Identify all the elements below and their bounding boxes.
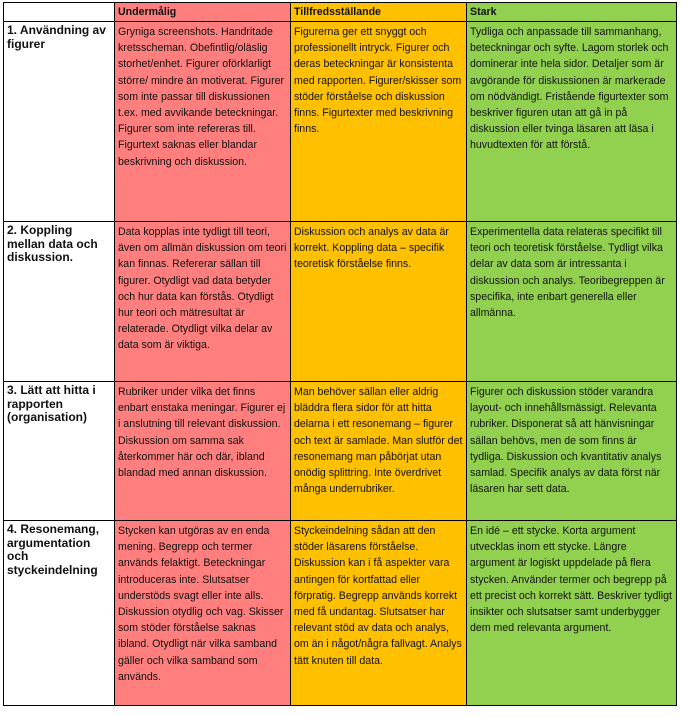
stark-cell: Tydliga och anpassade till sammanhang, beteckningar och syfte. Lagom storlek och dominerar inte hela sidor. Detaljer som är avgörande för diskussionen är markerade om nödvändigt. Fristående figurtexter som beskriver figuren utan att gå in på diskussion eller tvinga läsaren att läsa i huvudtexten för att förstå. bbox=[467, 22, 677, 222]
undermalig-cell: Data kopplas inte tydligt till teori, även om allmän diskussion om teori kan finnas. Refererar sällan till figurer. Otydligt vad data betyder och hur data kan förstås. Otydligt hur teori och mätresultat är relaterade. Otydligt vilka delar av data som är viktiga. bbox=[115, 222, 291, 382]
tillfredsstallande-cell: Man behöver sällan eller aldrig bläddra flera sidor för att hitta delarna i ett resonemang – figurer och text är samlade. Man slutför det resonemang man påbörjat utan onödig splittring. Inte överdrivet många underrubriker. bbox=[291, 382, 467, 521]
tillfredsstallande-cell: Styckeindelning sådan att den stöder läsarens förståelse. Diskussion kan i få aspekter vara antingen för kortfattad eller förpratig. Begrepp används korrekt med få undantag. Slutsatser har relevant stöd av data och analys, om än i något/några fallvagt. Analys tätt knuten till data. bbox=[291, 521, 467, 706]
undermalig-cell: Stycken kan utgöras av en enda mening. Begrepp och termer används felaktigt. Beteckningar introduceras inte. Slutsatser understöds svagt eller inte alls. Diskussion otydlig och vag. Skisser som stöder förståelse saknas ibland. Otydligt när vilka samband gäller och vilka samband som används. bbox=[115, 521, 291, 706]
stark-cell: Figurer och diskussion stöder varandra layout- och innehållsmässigt. Relevanta rubriker. Disponerat så att hänvisningar sällan behövs, men de som finns är tydliga. Diskussion och kvantitativ analys samlad. Specifik analys av data först när läsaren har sett data. bbox=[467, 382, 677, 521]
table-row bbox=[4, 521, 677, 706]
stark-cell: En idé – ett stycke. Korta argument utvecklas inom ett stycke. Längre argument är logiskt uppdelade på flera stycken. Använder termer och begrepp på ett precist och korrekt sätt. Beskriver tydligt insikter och slutsatser samt underbygger dem med relevanta argument. bbox=[467, 521, 677, 706]
criterion-cell: 3. Lätt att hitta i rapporten (organisation) bbox=[4, 382, 115, 521]
table-row bbox=[4, 22, 677, 222]
criterion-cell: 2. Koppling mellan data och diskussion. bbox=[4, 222, 115, 382]
table-row bbox=[4, 222, 677, 382]
tillfredsstallande-cell: Diskussion och analys av data är korrekt. Koppling data – specifik teoretisk förståelse finns. bbox=[291, 222, 467, 382]
undermalig-cell: Rubriker under vilka det finns enbart enstaka meningar. Figurer ej i anslutning till relevant diskussion. Diskussion om samma sak återkommer här och där, ibland blandad med annan diskussion. bbox=[115, 382, 291, 521]
header-stark: Stark bbox=[467, 3, 677, 22]
rubric-table bbox=[3, 2, 677, 706]
tillfredsstallande-cell: Figurerna ger ett snyggt och professionellt intryck. Figurer och deras beteckningar är konsistenta med rapporten. Figurer/skisser som stöder förståelse och diskussion finns. Figurtexter med beskrivning finns. bbox=[291, 22, 467, 222]
criterion-cell: 1. Användning av figurer bbox=[4, 22, 115, 222]
header-undermalig: Undermålig bbox=[115, 3, 291, 22]
stark-cell: Experimentella data relateras specifikt till teori och teoretisk förståelse. Tydligt vilka delar av data som är intressanta i diskussion och analys. Teoribegreppen är specifika, inte enbart generella eller allmänna. bbox=[467, 222, 677, 382]
table-row bbox=[4, 382, 677, 521]
criterion-cell: 4. Resonemang, argumentation och styckeindelning bbox=[4, 521, 115, 706]
header-row bbox=[4, 3, 677, 22]
header-tillfredsstallande: Tillfredsställande bbox=[291, 3, 467, 22]
undermalig-cell: Gryniga screenshots. Handritade kretsscheman. Obefintlig/oläslig storhet/enhet. Figurer oförklarligt större/ mindre än motiverat. Figurer som inte passar till diskussionen t.ex. med avvikande beteckningar. Figurer som inte refereras till. Figurtext saknas eller blandar beskrivning och diskussion. bbox=[115, 22, 291, 222]
header-criterion bbox=[4, 3, 115, 22]
